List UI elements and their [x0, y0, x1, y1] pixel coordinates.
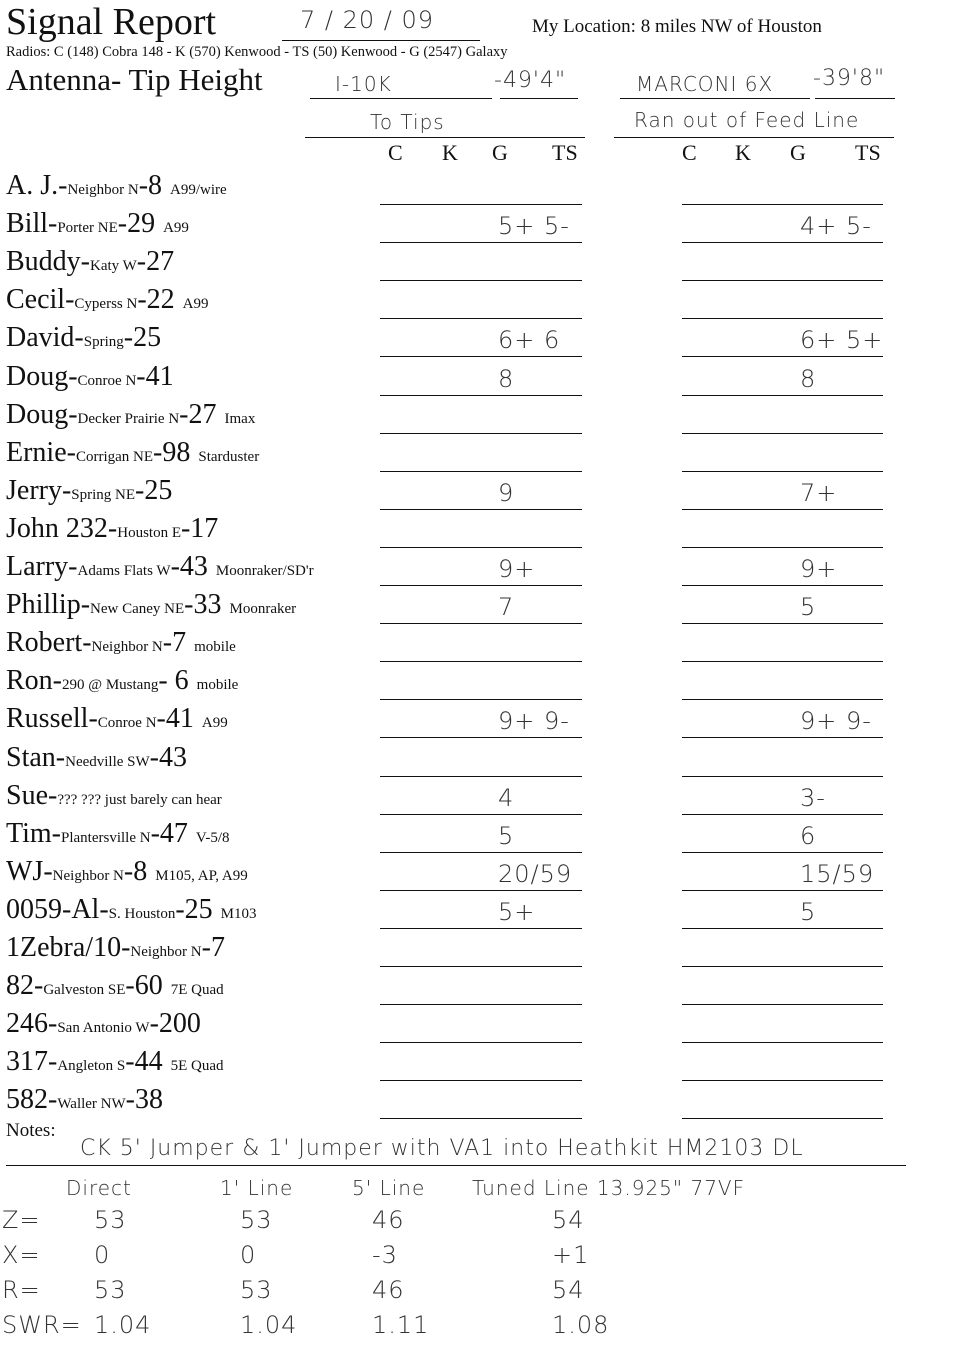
station-location: Katy W [90, 258, 137, 275]
right-antenna-reading: 9+ [800, 555, 838, 583]
antenna2-note-underline [614, 137, 894, 138]
station-distance: -17 [180, 512, 219, 544]
measure-header: Direct [66, 1176, 132, 1200]
station-distance: -38 [125, 1084, 163, 1116]
signal-row [6, 284, 209, 322]
right-antenna-line [682, 471, 883, 472]
station-distance: -25 [175, 893, 213, 925]
left-antenna-line [380, 356, 582, 357]
column-header-left-K: K [442, 140, 458, 165]
left-antenna-reading: 5 [498, 821, 515, 850]
measure-header: 5' Line [352, 1176, 426, 1200]
left-antenna-reading: 4 [498, 783, 515, 812]
station-equipment: A99/wire [170, 182, 227, 198]
column-header-right-K: K [735, 140, 751, 165]
station-distance: -25 [123, 322, 162, 354]
station-distance: -27 [179, 398, 217, 430]
signal-row [6, 742, 195, 780]
left-antenna-line [380, 623, 582, 624]
left-antenna-line [380, 928, 582, 929]
station-location: Cyperss N [74, 296, 138, 313]
signal-row [6, 703, 228, 741]
right-antenna-line [682, 623, 883, 624]
column-header-right-TS: TS [855, 140, 881, 165]
signal-row [6, 627, 236, 665]
notes-underline [6, 1165, 906, 1166]
right-antenna-line [682, 1042, 883, 1043]
measure-cell: 46 [372, 1276, 405, 1304]
station-location: Spring [83, 334, 124, 351]
right-antenna-line [682, 318, 883, 319]
right-antenna-line [682, 547, 883, 548]
left-antenna-line [380, 737, 582, 738]
left-antenna-reading: 5+ [498, 897, 536, 926]
station-name: 582- [6, 1084, 58, 1116]
report-date: 7 / 20 / 09 [300, 6, 435, 34]
left-antenna-line [380, 547, 582, 548]
station-location: New Caney NE [90, 601, 185, 618]
station-location: Corrigan NE [75, 448, 154, 465]
station-distance: - 6 [158, 665, 189, 697]
right-antenna-reading: 9+ 9- [800, 707, 872, 736]
right-antenna-reading: 6 [800, 821, 817, 850]
right-antenna-line [682, 280, 883, 281]
right-antenna-reading: 8 [800, 364, 817, 393]
station-equipment: mobile [196, 677, 239, 694]
left-antenna-line [380, 814, 582, 815]
right-antenna-line [682, 395, 883, 396]
left-antenna-line [380, 1080, 582, 1081]
station-name: Doug- [6, 398, 78, 430]
left-antenna-line [380, 1004, 582, 1005]
station-location: Galveston SE [43, 982, 126, 999]
station-equipment: Imax [224, 410, 256, 427]
date-underline [282, 40, 480, 41]
station-equipment: A99 [201, 715, 228, 732]
station-name: Doug- [6, 360, 78, 392]
station-equipment: A99 [182, 296, 209, 313]
station-location: Angleton S [57, 1058, 126, 1075]
station-name: Sue- [6, 779, 58, 811]
left-antenna-line [380, 699, 582, 700]
right-antenna-line [682, 1080, 883, 1081]
measure-header: Tuned Line 13.925" 77VF [472, 1176, 746, 1200]
station-name: Buddy- [6, 246, 90, 278]
station-distance: -200 [149, 1008, 201, 1040]
right-antenna-line [682, 890, 883, 891]
station-name: David- [6, 322, 84, 354]
signal-row [6, 780, 230, 818]
measure-cell: R= [2, 1276, 41, 1304]
station-equipment: 7E Quad [170, 982, 224, 999]
left-antenna-line [380, 1042, 582, 1043]
station-name: A. J.- [6, 170, 68, 201]
signal-row [6, 399, 255, 437]
left-antenna-reading: 7 [498, 593, 515, 622]
station-distance: -44 [125, 1046, 163, 1078]
antenna2-note: Ran out of Feed Line [634, 108, 860, 132]
station-location: Neighbor N [52, 867, 124, 884]
measure-cell: Z= [2, 1206, 41, 1234]
right-antenna-line [682, 204, 883, 205]
right-antenna-line [682, 699, 883, 700]
signal-row [6, 208, 189, 246]
column-header-right-C: C [682, 140, 697, 165]
station-name: 1Zebra/10- [6, 932, 131, 963]
column-header-left-G: G [492, 140, 508, 165]
station-location: Needville SW [65, 753, 150, 770]
station-location: S. Houston [108, 905, 176, 922]
station-distance: -41 [136, 360, 174, 392]
right-antenna-line [682, 966, 883, 967]
signal-row [6, 322, 169, 360]
measure-cell: 53 [240, 1276, 273, 1304]
right-antenna-line [682, 433, 883, 434]
station-location: Waller NW [57, 1096, 126, 1113]
station-distance: -22 [137, 284, 175, 316]
station-location: ??? ??? just barely can hear [57, 791, 222, 808]
right-antenna-line [682, 1004, 883, 1005]
station-location: Neighbor N [67, 182, 139, 198]
right-antenna-line [682, 814, 883, 815]
right-antenna-reading: 5 [800, 593, 817, 622]
right-antenna-reading: 7+ [800, 478, 838, 507]
measure-cell: SWR= [2, 1311, 82, 1339]
right-antenna-line [682, 1118, 883, 1119]
station-equipment: V-5/8 [195, 829, 230, 846]
column-header-left-C: C [388, 140, 403, 165]
right-antenna-line [682, 776, 883, 777]
station-distance: -27 [136, 246, 175, 278]
signal-row [6, 589, 296, 627]
antenna1-name: I-10K [335, 72, 392, 96]
left-antenna-line [380, 280, 582, 281]
measure-cell: 54 [552, 1206, 585, 1234]
signal-row [6, 170, 227, 208]
signal-row [6, 551, 314, 589]
left-antenna-line [380, 471, 582, 472]
left-antenna-line [380, 585, 582, 586]
station-location: Neighbor N [130, 944, 202, 960]
notes-text: CK 5' Jumper & 1' Jumper with VA1 into Heathkit HM2103 DL [80, 1136, 804, 1161]
station-distance: -43 [170, 551, 208, 582]
station-distance: -43 [149, 741, 187, 773]
right-antenna-line [682, 928, 883, 929]
left-antenna-reading: 8 [498, 364, 515, 393]
antenna1-note: To Tips [370, 110, 445, 134]
station-name: Stan- [6, 741, 66, 773]
measure-cell: 1.08 [552, 1311, 610, 1339]
station-distance: -25 [135, 474, 173, 506]
signal-row [6, 246, 182, 284]
page-title: Signal Report [6, 1, 217, 43]
radios-legend: Radios: C (148) Cobra 148 - K (570) Kenwood - TS (50) Kenwood - G (2547) Galaxy [6, 44, 508, 60]
station-name: Russell- [6, 703, 98, 735]
station-distance: -29 [117, 208, 156, 240]
my-location: My Location: 8 miles NW of Houston [532, 16, 822, 37]
station-name: Cecil- [6, 284, 75, 316]
left-antenna-reading: 20/59 [498, 859, 573, 888]
measure-header: 1' Line [220, 1176, 294, 1200]
left-antenna-line [380, 204, 582, 205]
measure-cell: 53 [94, 1276, 127, 1304]
measure-cell: X= [2, 1241, 41, 1269]
left-antenna-reading: 9+ 9- [498, 707, 570, 736]
left-antenna-reading: 9 [498, 478, 515, 507]
left-antenna-line [380, 509, 582, 510]
left-antenna-line [380, 852, 582, 853]
column-header-left-TS: TS [552, 140, 578, 165]
station-name: 82- [6, 970, 44, 1002]
station-name: Phillip- [6, 589, 91, 621]
station-name: 246- [6, 1008, 58, 1040]
station-name: Larry- [6, 551, 78, 582]
antenna1-note-underline [305, 137, 585, 138]
station-location: Neighbor N [91, 639, 163, 656]
measure-cell: 53 [240, 1206, 273, 1234]
measure-cell: -3 [372, 1241, 398, 1269]
station-name: WJ- [6, 855, 53, 887]
signal-row [6, 856, 248, 894]
signal-row [6, 970, 224, 1008]
right-antenna-line [682, 356, 883, 357]
measure-cell: 1.04 [94, 1311, 152, 1339]
station-distance: -47 [150, 817, 188, 849]
antenna1-height: -49'4" [494, 68, 567, 93]
station-distance: -41 [156, 703, 194, 735]
antenna1-underline [310, 98, 492, 99]
left-antenna-reading: 6+ 6 [498, 326, 561, 355]
right-antenna-reading: 4+ 5- [800, 212, 872, 241]
notes-label: Notes: [6, 1120, 56, 1141]
signal-row [6, 475, 180, 513]
left-antenna-line [380, 1118, 582, 1119]
left-antenna-line [380, 890, 582, 891]
station-name: 0059-Al- [6, 893, 109, 925]
signal-row [6, 818, 230, 856]
right-antenna-reading: 15/59 [800, 859, 875, 888]
right-antenna-line [682, 242, 883, 243]
signal-row [6, 1008, 209, 1046]
measure-cell: 0 [240, 1241, 257, 1269]
measure-cell: 54 [552, 1276, 585, 1304]
station-equipment: 5E Quad [170, 1058, 224, 1075]
station-name: Jerry- [6, 474, 72, 506]
station-distance: -8 [123, 855, 148, 887]
left-antenna-line [380, 966, 582, 967]
station-distance: -8 [138, 170, 163, 201]
station-equipment: A99 [163, 220, 189, 237]
station-name: Bill- [6, 208, 58, 240]
right-antenna-reading: 3- [800, 783, 826, 812]
left-antenna-reading: 5+ 5- [498, 212, 570, 241]
left-antenna-line [380, 433, 582, 434]
station-equipment: mobile [194, 639, 236, 656]
measure-cell: +1 [552, 1241, 590, 1269]
station-name: Ernie- [6, 436, 76, 468]
station-location: 290 @ Mustang [62, 677, 159, 694]
station-name: Ron- [6, 665, 62, 697]
signal-row [6, 361, 182, 399]
right-antenna-reading: 5 [800, 897, 817, 926]
antenna2-underline [620, 98, 810, 99]
station-distance: -98 [153, 436, 191, 468]
antenna2-height: -39'8" [813, 66, 886, 91]
station-distance: -7 [162, 627, 187, 659]
left-antenna-line [380, 242, 582, 243]
left-antenna-line [380, 318, 582, 319]
left-antenna-line [380, 776, 582, 777]
signal-row [6, 1084, 171, 1122]
measure-cell: 1.11 [372, 1311, 430, 1339]
column-header-right-G: G [790, 140, 806, 165]
measure-cell: 53 [94, 1206, 127, 1234]
signal-row [6, 894, 257, 932]
station-distance: -7 [201, 932, 225, 963]
station-distance: -33 [184, 589, 222, 621]
right-antenna-line [682, 585, 883, 586]
right-antenna-reading: 6+ 5+ [800, 326, 884, 355]
station-name: Robert- [6, 627, 92, 659]
measure-cell: 46 [372, 1206, 405, 1234]
station-location: Conroe N [77, 372, 137, 389]
station-name: John 232- [6, 512, 118, 544]
station-location: Porter NE [57, 220, 118, 237]
right-antenna-line [682, 661, 883, 662]
station-location: San Antonio W [57, 1020, 150, 1037]
right-antenna-line [682, 509, 883, 510]
station-equipment: Moonraker/SD'r [215, 563, 314, 579]
antenna2-name: MARCONI 6X [636, 72, 774, 96]
signal-row [6, 513, 226, 551]
left-antenna-line [380, 395, 582, 396]
right-antenna-line [682, 737, 883, 738]
station-equipment: M105, AP, A99 [155, 867, 248, 884]
signal-row [6, 437, 259, 475]
antenna2-height-underline [815, 98, 895, 99]
station-name: Tim- [6, 817, 62, 849]
station-location: Plantersville N [61, 829, 151, 846]
station-location: Houston E [117, 524, 181, 541]
station-distance: -60 [125, 970, 163, 1002]
station-name: 317- [6, 1046, 58, 1078]
station-location: Adams Flats W [77, 563, 171, 579]
antenna-label: Antenna- Tip Height [6, 62, 263, 97]
signal-row [6, 1046, 223, 1084]
left-antenna-line [380, 661, 582, 662]
measure-cell: 1.04 [240, 1311, 298, 1339]
station-equipment: M103 [220, 905, 257, 922]
station-equipment: Starduster [198, 448, 260, 465]
station-equipment: Moonraker [229, 601, 297, 618]
measure-cell: 0 [94, 1241, 111, 1269]
right-antenna-line [682, 852, 883, 853]
antenna1-height-underline [500, 98, 578, 99]
signal-row [6, 665, 238, 703]
left-antenna-reading: 9+ [498, 555, 536, 583]
station-location: Spring NE [71, 486, 136, 503]
station-location: Decker Prairie N [77, 410, 180, 427]
station-location: Conroe N [97, 715, 157, 732]
signal-row [6, 932, 233, 970]
